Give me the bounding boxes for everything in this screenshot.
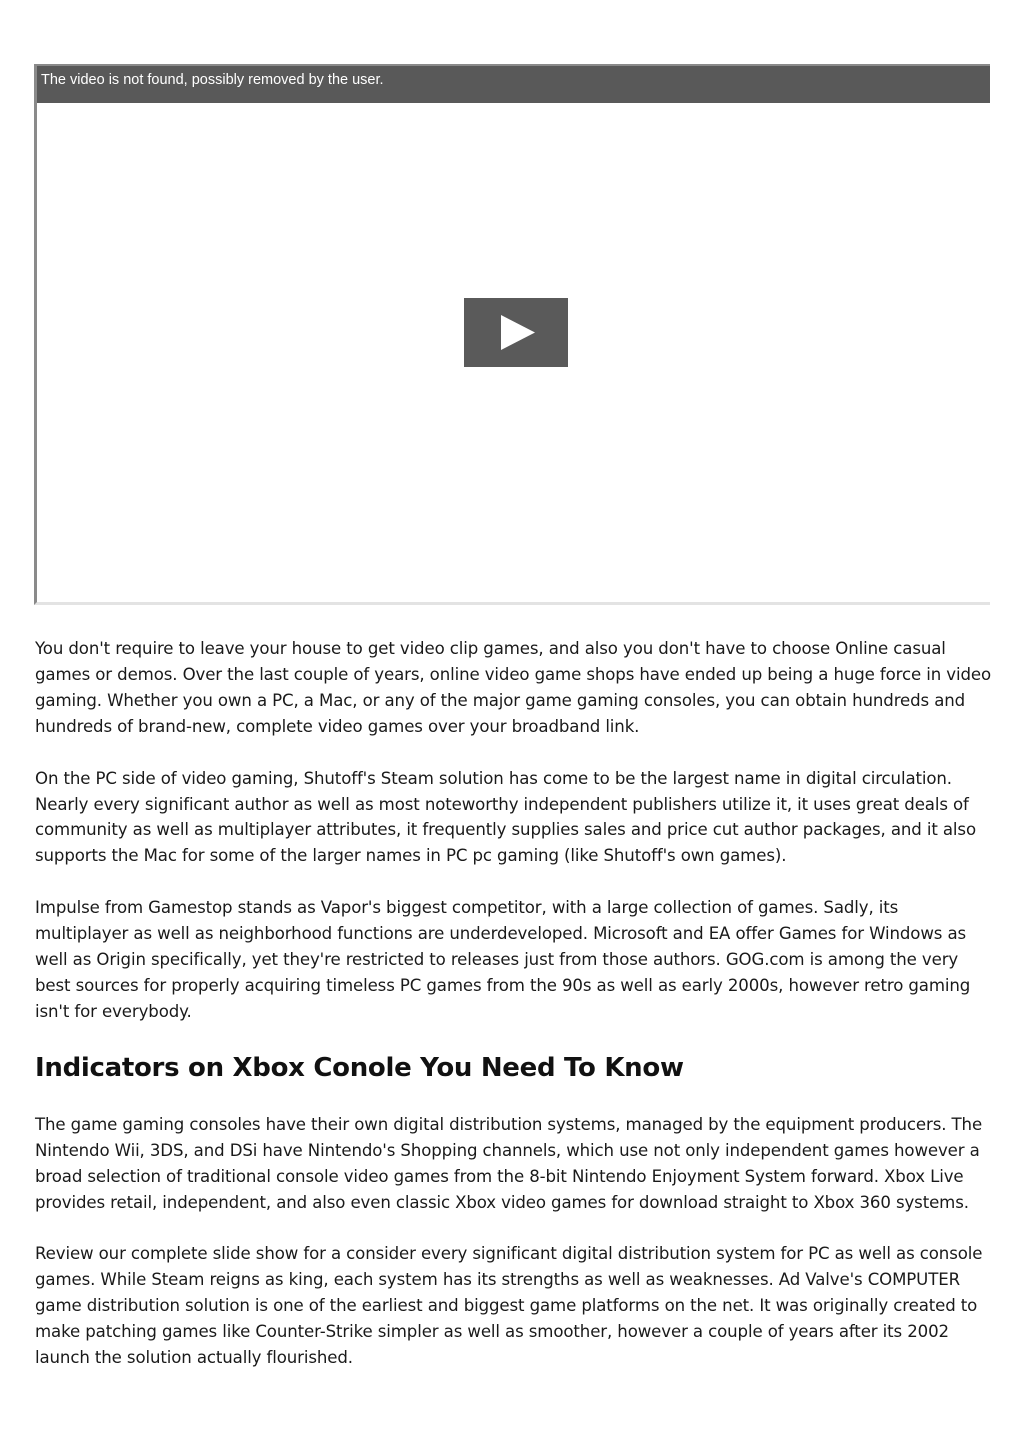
paragraph: Impulse from Gamestop stands as Vapor's biggest competitor, with a large collection of games. Sadly, its multiplayer as well as neighborhood functions are underdeveloped. Microsoft and EA offer Games for Windows as well as Origin specifically, yet they're restricted to releases just from those authors. GOG.com is among the very best sources for properly acquiring timeless PC games from the 90s as well as early 2000s, however retro gaming isn't for everybody. xyxy=(35,898,971,1021)
play-button[interactable] xyxy=(464,298,568,367)
article-body xyxy=(35,636,995,1397)
video-player[interactable] xyxy=(34,64,990,605)
play-icon xyxy=(464,298,568,367)
section-heading: Indicators on Xbox Conole You Need To Know xyxy=(35,1052,684,1083)
paragraph: Review our complete slide show for a consider every significant digital distribution system for PC as well as console games. While Steam reigns as king, each system has its strengths as well as weaknesses. Ad Valve's COMPUTER game distribution solution is one of the earliest and biggest game platforms on the net. It was originally created to make patching games like Counter-Strike simpler as well as smoother, however a couple of years after its 2002 launch the solution actually flourished. xyxy=(35,1244,983,1368)
video-error-message: The video is not found, possibly removed by the user. xyxy=(37,66,990,103)
paragraph: The game gaming consoles have their own digital distribution systems, managed by the equipment producers. The Nintendo Wii, 3DS, and DSi have Nintendo's Shopping channels, which use not only independent games however a broad selection of traditional console video games from the 8-bit Nintendo Enjoyment System forward. Xbox Live provides retail, independent, and also even classic Xbox video games for download straight to Xbox 360 systems. xyxy=(35,1114,983,1212)
paragraph: On the PC side of video gaming, Shutoff's Steam solution has come to be the largest name in digital circulation. Nearly every significant author as well as most noteworthy independent publishers utilize it, it uses great deals of community as well as multiplayer attributes, it frequently supplies sales and price cut author packages, and it also supports the Mac for some of the larger names in PC pc gaming (like Shutoff's own games). xyxy=(35,768,976,866)
paragraph: You don't require to leave your house to get video clip games, and also you don't have to choose Online casual games or demos. Over the last couple of years, online video game shops have ended up being a huge force in video gaming. Whether you own a PC, a Mac, or any of the major game gaming consoles, you can obtain hundreds and hundreds of brand-new, complete video games over your broadband link. xyxy=(35,639,992,736)
